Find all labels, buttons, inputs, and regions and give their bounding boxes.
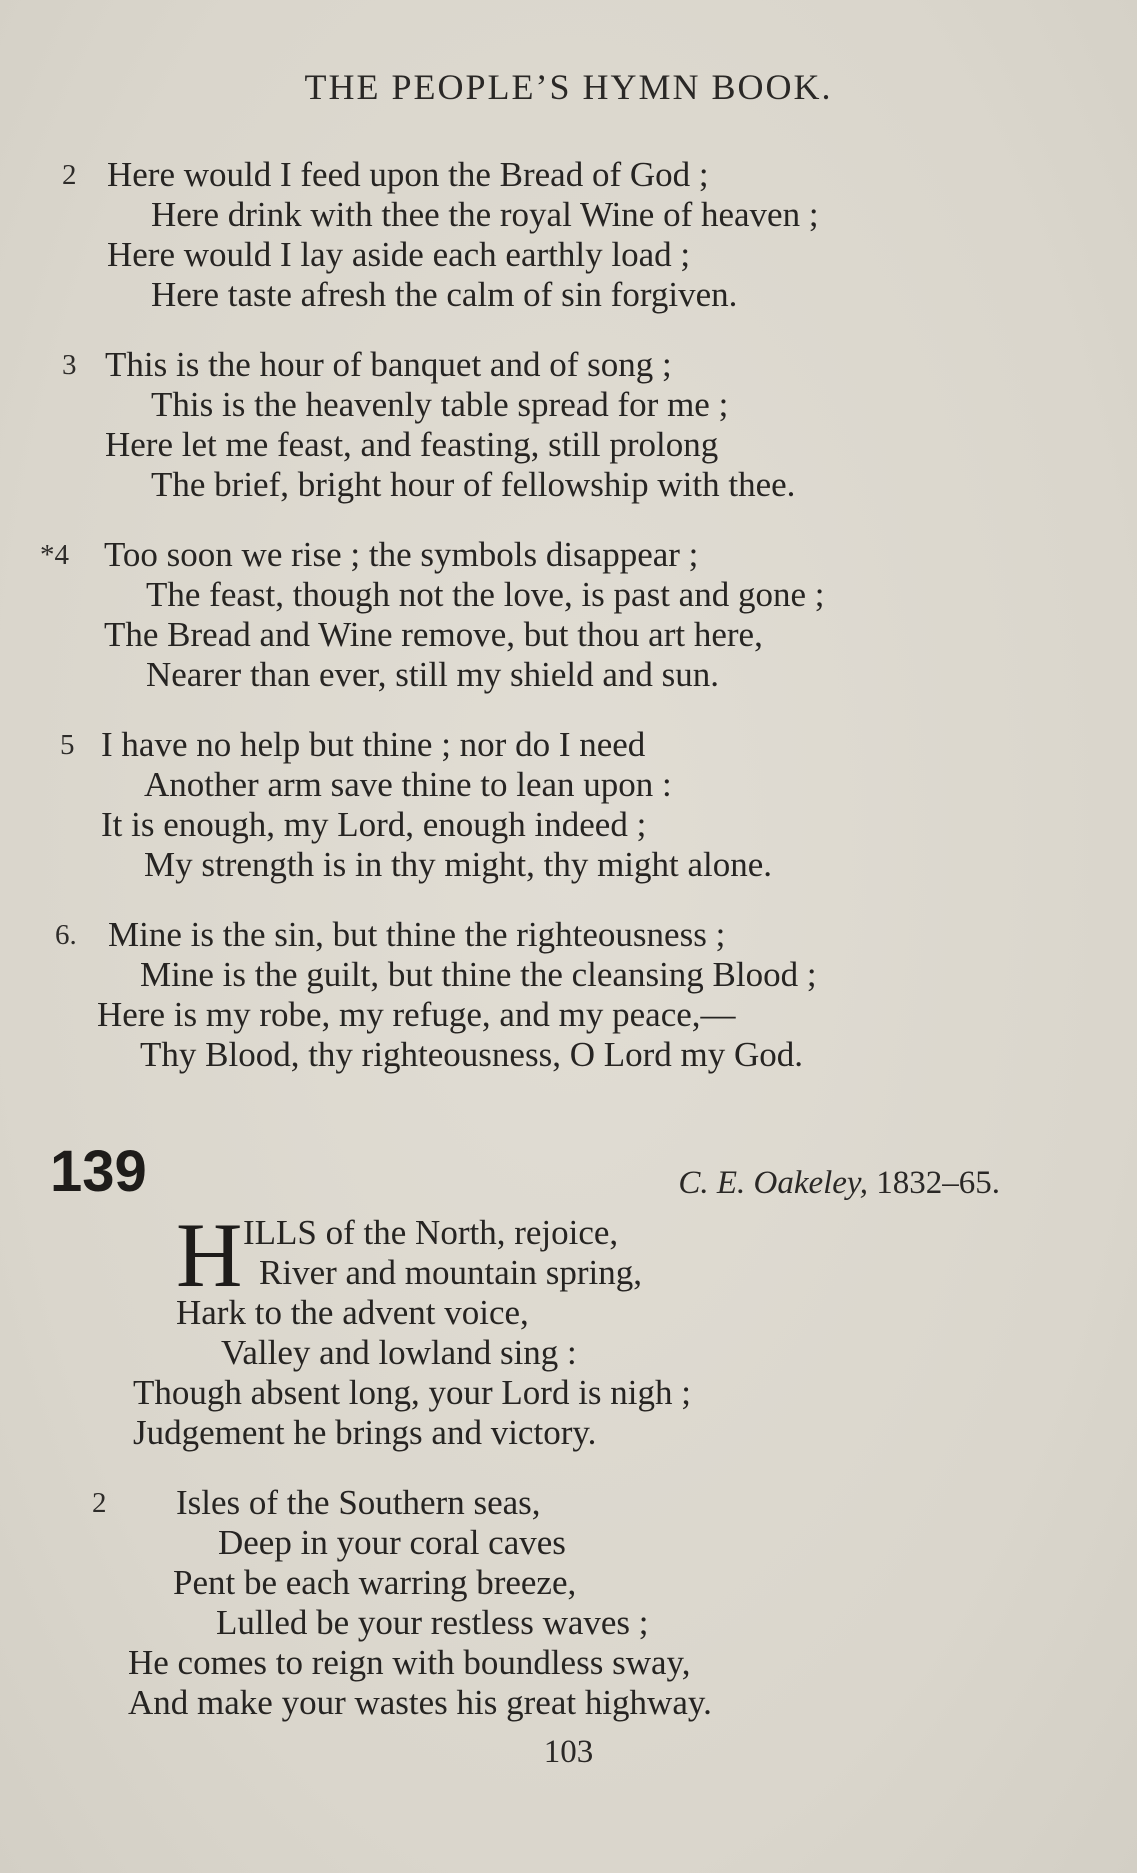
verse-line: My strength is in thy might, thy might alone. [144, 845, 773, 884]
verse-line: And make your wastes his great highway. [128, 1683, 712, 1722]
verse-line: Here would I feed upon the Bread of God ; [107, 155, 709, 194]
verse-line: The brief, bright hour of fellowship with thee. [151, 465, 796, 504]
verse-line: Isles of the Southern seas, [176, 1483, 541, 1522]
author-dates: 1832–65. [876, 1165, 1000, 1201]
verse-number: 2 [62, 159, 77, 191]
running-head: THE PEOPLE’S HYMN BOOK. [304, 67, 833, 107]
verse-line: River and mountain spring, [259, 1253, 643, 1292]
verse-line: Valley and lowland sing : [221, 1333, 577, 1372]
verse-line: I have no help but thine ; nor do I need [101, 725, 646, 764]
page-number: 103 [543, 1734, 594, 1770]
verse-line: Too soon we rise ; the symbols disappear ; [104, 535, 699, 574]
verse-line: He comes to reign with boundless sway, [128, 1643, 691, 1682]
verse-number: 5 [60, 729, 75, 761]
verse-number: 3 [62, 349, 77, 381]
author-name: C. E. Oakeley, [678, 1165, 868, 1201]
verse-line: Here let me feast, and feasting, still prolong [105, 425, 719, 464]
verse-line: Here would I lay aside each earthly load ; [107, 235, 691, 274]
verse-line: Mine is the sin, but thine the righteousness ; [108, 915, 726, 954]
verse-line: Hark to the advent voice, [176, 1293, 529, 1332]
verse-number: 6. [55, 919, 77, 951]
verse-line: Pent be each warring breeze, [173, 1563, 577, 1602]
verse-line: Deep in your coral caves [218, 1523, 566, 1562]
verse-line: Thy Blood, thy righteousness, O Lord my God. [140, 1035, 804, 1074]
verse-line: Lulled be your restless waves ; [216, 1603, 649, 1642]
verse-line: Mine is the guilt, but thine the cleansing Blood ; [140, 955, 817, 994]
verse-line: Here taste afresh the calm of sin forgiven. [151, 275, 738, 314]
verse-line: Another arm save thine to lean upon : [144, 765, 672, 804]
verse-line: Judgement he brings and victory. [133, 1413, 597, 1452]
verse-line: Nearer than ever, still my shield and sun. [146, 655, 720, 694]
verse-line: This is the heavenly table spread for me ; [151, 385, 729, 424]
verse-line: It is enough, my Lord, enough indeed ; [101, 805, 647, 844]
verse-line: Here is my robe, my refuge, and my peace,— [97, 995, 736, 1034]
drop-cap: H [176, 1204, 243, 1306]
hymn-number: 139 [50, 1139, 147, 1204]
hymn-author [678, 1163, 1000, 1203]
verse-line: Though absent long, your Lord is nigh ; [133, 1373, 692, 1412]
verse-line: ILLS of the North, rejoice, [243, 1213, 619, 1252]
verse-line: The feast, though not the love, is past and gone ; [146, 575, 825, 614]
verse-line: This is the hour of banquet and of song ; [105, 345, 672, 384]
verse-number: 2 [92, 1487, 107, 1519]
verse-line: Here drink with thee the royal Wine of heaven ; [151, 195, 819, 234]
verse-line: The Bread and Wine remove, but thou art here, [104, 615, 763, 654]
verse-number: *4 [40, 539, 69, 571]
